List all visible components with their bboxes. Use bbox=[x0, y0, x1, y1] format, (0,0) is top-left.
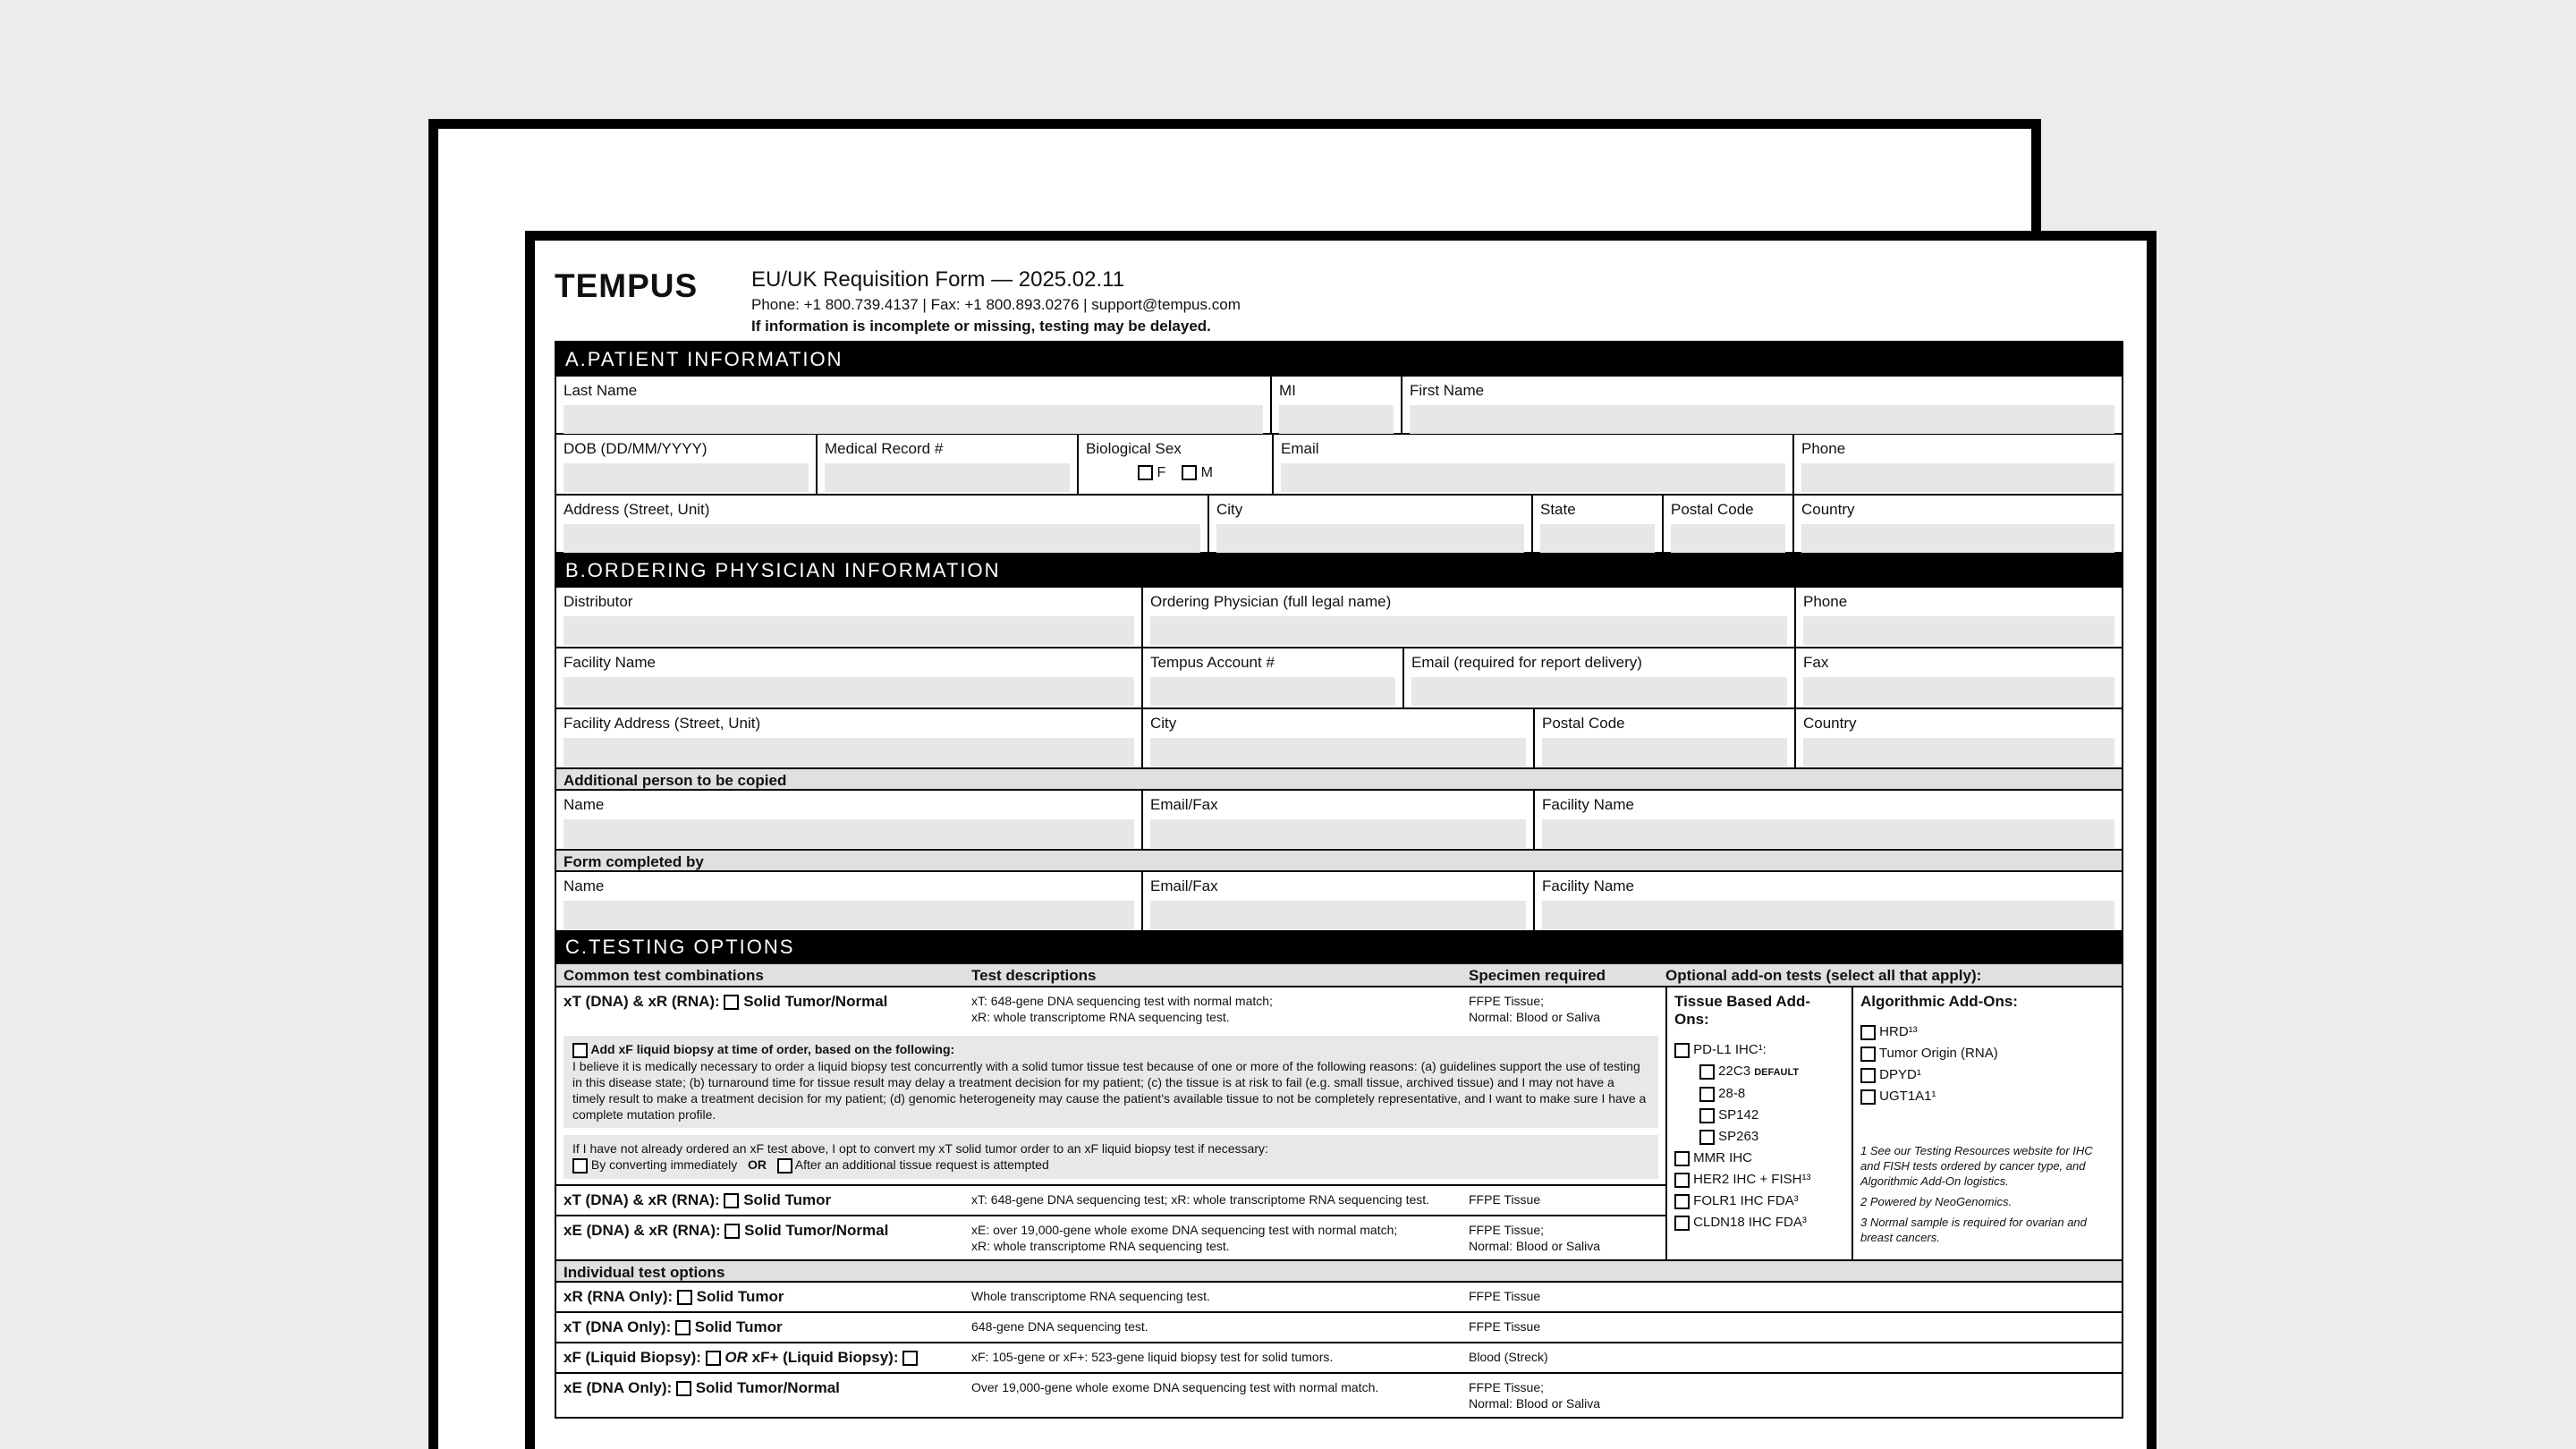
indiv-row-xf: xF (Liquid Biopsy): OR xF+ (Liquid Biopsy): bbox=[556, 1343, 971, 1372]
facility-postal-label: Postal Code bbox=[1542, 715, 1625, 732]
address-label: Address (Street, Unit) bbox=[564, 501, 710, 518]
mmr-checkbox[interactable] bbox=[1674, 1151, 1690, 1166]
indiv-row-xe: xE (DNA Only): Solid Tumor/Normal bbox=[564, 1378, 840, 1396]
tumor-origin-checkbox[interactable] bbox=[1860, 1046, 1876, 1062]
pdl1-checkbox[interactable] bbox=[1674, 1043, 1690, 1058]
dpyd-checkbox[interactable] bbox=[1860, 1068, 1876, 1083]
copied-person-bar: Additional person to be copied bbox=[556, 767, 2122, 791]
facility-postal-input[interactable] bbox=[1542, 738, 1787, 767]
address-input[interactable] bbox=[564, 524, 1200, 553]
facility-city-label: City bbox=[1150, 715, 1177, 732]
combo-3-checkbox[interactable] bbox=[724, 1224, 740, 1239]
report-email-label: Email (required for report delivery) bbox=[1411, 654, 1642, 671]
combo-row-3: xE (DNA) & xR (RNA): Solid Tumor/Normal bbox=[564, 1221, 889, 1239]
xt-only-checkbox[interactable] bbox=[675, 1320, 691, 1335]
mrn-label: Medical Record # bbox=[825, 440, 944, 457]
footnote-1: 1 See our Testing Resources website for IHC and FISH tests ordered by cancer type, and Algorithmic Add-On logistics. bbox=[1860, 1144, 2093, 1188]
convert-immediately-checkbox[interactable] bbox=[572, 1158, 588, 1174]
last-name-input[interactable] bbox=[564, 405, 1263, 434]
xe-only-checkbox[interactable] bbox=[676, 1381, 691, 1396]
phone-input[interactable] bbox=[1801, 463, 2114, 492]
mrn-input[interactable] bbox=[825, 463, 1070, 492]
first-name-input[interactable] bbox=[1410, 405, 2114, 434]
email-input[interactable] bbox=[1281, 463, 1785, 492]
form-title: EU/UK Requisition Form — 2025.02.11 bbox=[751, 267, 1125, 292]
xf-checkbox[interactable] bbox=[706, 1351, 721, 1366]
physician-phone-input[interactable] bbox=[1803, 616, 2114, 645]
col-header-specimen: Specimen required bbox=[1469, 967, 1606, 984]
algorithmic-addons: Algorithmic Add-Ons: HRD¹³ Tumor Origin (RNA) DPYD¹ UGT1A1¹ 1 See our Testing Resources website for IHC and FISH tests ordered by cancer type, and Algorithmic Add-On logistics. 2 Powered by NeoGenomics. 3 Normal sample is required for ovarian and breast cancers. bbox=[1853, 987, 2122, 1259]
facility-country-label: Country bbox=[1803, 715, 1857, 732]
phone-label: Phone bbox=[1801, 440, 1846, 457]
22c3-checkbox[interactable] bbox=[1699, 1064, 1715, 1080]
fax-label: Fax bbox=[1803, 654, 1829, 671]
hrd-checkbox[interactable] bbox=[1860, 1025, 1876, 1040]
account-label: Tempus Account # bbox=[1150, 654, 1275, 671]
footnote-2: 2 Powered by NeoGenomics. bbox=[1860, 1195, 2012, 1208]
her2-checkbox[interactable] bbox=[1674, 1173, 1690, 1188]
city-input[interactable] bbox=[1216, 524, 1524, 553]
dob-label: DOB (DD/MM/YYYY) bbox=[564, 440, 708, 457]
completed-name-input[interactable] bbox=[564, 901, 1134, 929]
country-label: Country bbox=[1801, 501, 1855, 518]
convert-after-checkbox[interactable] bbox=[777, 1158, 792, 1174]
add-xf-checkbox[interactable] bbox=[572, 1043, 588, 1058]
postal-input[interactable] bbox=[1671, 524, 1785, 553]
incomplete-warning: If information is incomplete or missing, testing may be delayed. bbox=[751, 318, 1211, 335]
indiv-row-xr: xR (RNA Only): Solid Tumor bbox=[564, 1287, 784, 1305]
copied-emailfax-input[interactable] bbox=[1150, 819, 1526, 848]
dob-input[interactable] bbox=[564, 463, 809, 492]
report-email-input[interactable] bbox=[1411, 677, 1787, 706]
form-body: A.PATIENT INFORMATION Last Name MI First Name DOB (DD/MM/YYYY) Medical Record # Biological Sex F M Email Phone Address (Street, Unit) City State Postal Code Country B.ORDERING PHYSICIAN INFORMATION Distributor Ordering Physician (full legal name) Phone Facility Name Tempus Account # Email (required for report delivery) Fax Facility Address (Street, Unit) City Postal Code Country Additional person to be copied Name Email/Fax Facility Name Form completed by Name Email/Fax Facility Name C.TESTING OPTIONS Common test combinations Test descriptions Specimen required Optional add-on tests (select all that apply): xT (DNA) & xR (RNA): Solid Tumor/Normal xT: 648-gene DNA sequencing test with normal match; xR: whole transcriptome RNA sequencing test. FFPE Tissue; Normal: Blood or Saliva Add xF liquid biopsy at time of order, based on the following: I believe it is medically necessary to order a liquid biopsy test concurrently with a solid tumor tissue test because of one or more of the following reasons: (a) guidelines support the use of testing in this disease state; (b) turnaround time for tissue result may delay a treatment decision for my patient; (c) the tissue is at risk to fail (e.g. small tissue, archived tissue) and I may not have a timely result to make a treatment decision for my patient; (d) genomic heterogeneity may cause the patient's available tissue to not be completely representative, and I want to make sure I have a complete mutation profile. If I have not already ordered an xF test above, I opt to convert my xT solid tumor order to an xF liquid biopsy test if necessary: By converting immediately OR After an additional tissue request is attempted xT (DNA) & xR (RNA): Solid Tumor xT: 648-gene DNA sequencing test; xR: whole transcriptome RNA sequencing test. FFPE Tissue xE (DNA) & xR (RNA): Solid Tumor/Normal xE: over 19,000-gene whole exome DNA sequencing test with normal match; xR: whole transcriptome RNA sequencing test. FFPE Tissue; Normal: Blood or Saliva Tissue Based Add-Ons: PD-L1 IHC¹: 22C3 DEFAULT 28-8 SP142 SP263 MMR IHC HER2 IHC + FISH¹³ FOLR1 IHC FDA³ CLDN18 IHC FDA³ Algorithmic Add-Ons: HRD¹³ Tumor Origin (RNA) DPYD¹ UGT1A1¹ 1 See our Testing Resources website for IHC and FISH tests ordered by cancer type, and Algorithmic Add-On logistics. 2 Powered by NeoGenomics. 3 Normal sample is required for ovarian and breast cancers. Individual test options xR (RNA Only): Solid Tumor Whole transcriptome RNA sequencing test. FFPE Tissue xT (DNA Only): Solid Tumor 648-gene DNA sequencing test. FFPE Tissue xF (Liquid Biopsy): OR xF+ (Liquid Biopsy): xF: 105-gene or xF+: 523-gene liquid biopsy test for solid tumors. Blood (Streck) xE (DNA Only): Solid Tumor/Normal Over 19,000-gene whole exome DNA sequencing test with normal match. FFPE Tissue; Normal: Blood or Saliva bbox=[555, 341, 2123, 1419]
facility-name-label: Facility Name bbox=[564, 654, 656, 671]
copied-name-input[interactable] bbox=[564, 819, 1134, 848]
sp142-checkbox[interactable] bbox=[1699, 1108, 1715, 1123]
copied-facility-input[interactable] bbox=[1542, 819, 2114, 848]
first-name-label: First Name bbox=[1410, 382, 1485, 399]
distributor-label: Distributor bbox=[564, 593, 633, 610]
testing-section-title: C.TESTING OPTIONS bbox=[556, 930, 2122, 964]
combo-row-1: xT (DNA) & xR (RNA): Solid Tumor/Normal bbox=[564, 993, 888, 1010]
sex-f-label: F bbox=[1157, 465, 1166, 480]
facility-country-input[interactable] bbox=[1803, 738, 2114, 767]
last-name-label: Last Name bbox=[564, 382, 638, 399]
physician-section-title: B.ORDERING PHYSICIAN INFORMATION bbox=[556, 554, 2122, 588]
combo-row-2: xT (DNA) & xR (RNA): Solid Tumor bbox=[564, 1191, 832, 1208]
completed-facility-input[interactable] bbox=[1542, 901, 2114, 929]
completed-emailfax-label: Email/Fax bbox=[1150, 877, 1218, 894]
facility-city-input[interactable] bbox=[1150, 738, 1526, 767]
sex-label: Biological Sex bbox=[1086, 440, 1182, 457]
mi-label: MI bbox=[1279, 382, 1296, 399]
distributor-input[interactable] bbox=[564, 616, 1134, 645]
indiv-row-xt: xT (DNA Only): Solid Tumor bbox=[564, 1318, 783, 1335]
xf-plus-checkbox[interactable] bbox=[902, 1351, 918, 1366]
col-header-addons: Optional add-on tests (select all that apply): bbox=[1665, 967, 1982, 984]
individual-options-bar: Individual test options bbox=[556, 1259, 2122, 1283]
fax-input[interactable] bbox=[1803, 677, 2114, 706]
ordering-physician-label: Ordering Physician (full legal name) bbox=[1150, 593, 1392, 610]
requisition-form-page bbox=[525, 231, 2157, 1449]
completed-emailfax-input[interactable] bbox=[1150, 901, 1526, 929]
form-header bbox=[555, 241, 2123, 341]
ugt1a1-checkbox[interactable] bbox=[1860, 1089, 1876, 1105]
account-input[interactable] bbox=[1150, 677, 1395, 706]
country-input[interactable] bbox=[1801, 524, 2114, 553]
patient-section-title: A.PATIENT INFORMATION bbox=[556, 343, 2122, 377]
cldn18-checkbox[interactable] bbox=[1674, 1216, 1690, 1231]
combo-1-checkbox[interactable] bbox=[724, 995, 739, 1010]
tissue-addons: Tissue Based Add-Ons: PD-L1 IHC¹: 22C3 DEFAULT 28-8 SP142 SP263 MMR IHC HER2 IHC + FISH¹³ FOLR1 IHC FDA³ CLDN18 IHC FDA³ bbox=[1667, 987, 1853, 1259]
footnote-3: 3 Normal sample is required for ovarian and breast cancers. bbox=[1860, 1216, 2087, 1244]
mi-input[interactable] bbox=[1279, 405, 1394, 434]
folr1-checkbox[interactable] bbox=[1674, 1194, 1690, 1209]
28-8-checkbox[interactable] bbox=[1699, 1087, 1715, 1102]
copied-name-label: Name bbox=[564, 796, 605, 813]
sex-m-checkbox[interactable] bbox=[1182, 465, 1197, 480]
facility-name-input[interactable] bbox=[564, 677, 1134, 706]
tempus-logo: TEMPUS bbox=[555, 267, 699, 304]
contact-line: Phone: +1 800.739.4137 | Fax: +1 800.893.0276 | support@tempus.com bbox=[751, 296, 1241, 313]
col-header-descriptions: Test descriptions bbox=[971, 967, 1097, 984]
email-label: Email bbox=[1281, 440, 1319, 457]
completed-name-label: Name bbox=[564, 877, 605, 894]
postal-label: Postal Code bbox=[1671, 501, 1754, 518]
completed-by-bar: Form completed by bbox=[556, 849, 2122, 872]
facility-address-label: Facility Address (Street, Unit) bbox=[564, 715, 761, 732]
sex-f-checkbox[interactable] bbox=[1138, 465, 1153, 480]
state-label: State bbox=[1540, 501, 1576, 518]
sex-m-label: M bbox=[1200, 465, 1213, 480]
facility-address-input[interactable] bbox=[564, 738, 1134, 767]
copied-facility-label: Facility Name bbox=[1542, 796, 1634, 813]
state-input[interactable] bbox=[1540, 524, 1655, 553]
convert-note: If I have not already ordered an xF test above, I opt to convert my xT solid tumor order to an xF liquid biopsy test if necessary: By converting immediately OR After an additional tissue request is attempted bbox=[564, 1135, 1658, 1179]
col-header-combinations: Common test combinations bbox=[564, 967, 764, 984]
xr-only-checkbox[interactable] bbox=[677, 1290, 692, 1305]
testing-table-header bbox=[556, 964, 2122, 987]
copied-emailfax-label: Email/Fax bbox=[1150, 796, 1218, 813]
completed-facility-label: Facility Name bbox=[1542, 877, 1634, 894]
city-label: City bbox=[1216, 501, 1243, 518]
sp263-checkbox[interactable] bbox=[1699, 1130, 1715, 1145]
ordering-physician-input[interactable] bbox=[1150, 616, 1787, 645]
combo-2-checkbox[interactable] bbox=[724, 1193, 739, 1208]
xf-addon-note: Add xF liquid biopsy at time of order, based on the following: I believe it is medically necessary to order a liquid biopsy test concurrently with a solid tumor tissue test because of one or more of the following reasons: (a) guidelines support the use of testing in this disease state; (b) turnaround time for tissue result may delay a treatment decision for my patient; (c) the tissue is at risk to fail (e.g. small tissue, archived tissue) and I may not have a timely result to make a treatment decision for my patient; (d) genomic heterogeneity may cause the patient's available tissue to not be completely representative, and I want to make sure I have a complete mutation profile. bbox=[564, 1036, 1658, 1128]
physician-phone-label: Phone bbox=[1803, 593, 1848, 610]
